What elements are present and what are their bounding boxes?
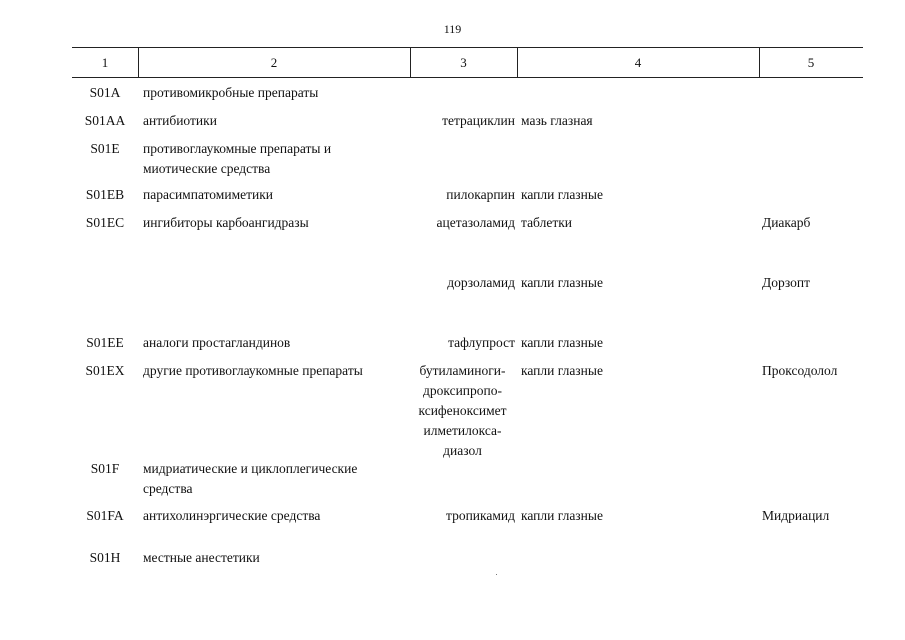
dosage-form: капли глазные	[521, 508, 603, 523]
atc-code: S01FA	[86, 508, 124, 523]
trade-name: Проксодолол	[762, 363, 838, 378]
inn-line: ксифеноксимет	[418, 403, 507, 418]
dosage-form: капли глазные	[521, 187, 603, 202]
column-header-5: 5	[807, 55, 815, 70]
inn-line: илметилокса-	[423, 423, 502, 438]
inn-name: тафлупрост	[448, 335, 515, 350]
inn-name: тетрациклин	[442, 113, 515, 128]
dosage-form: капли глазные	[521, 275, 603, 290]
inn-line: бутиламиноги-	[419, 363, 506, 378]
dosage-form: капли глазные	[521, 363, 603, 378]
group-name: другие противоглаукомные препараты	[143, 363, 363, 378]
atc-code: S01EC	[85, 215, 125, 230]
atc-code: S01H	[89, 550, 121, 565]
atc-code: S01AA	[84, 113, 126, 128]
column-header-2: 2	[270, 55, 278, 70]
inn-name: тропикамид	[446, 508, 515, 523]
atc-code: S01EE	[86, 335, 124, 350]
atc-code: S01EX	[85, 363, 125, 378]
header-bottom-rule	[72, 77, 863, 78]
group-name: антихолинэргические средства	[143, 508, 321, 523]
inn-line: дроксипропо-	[422, 383, 502, 398]
dosage-form: таблетки	[521, 215, 573, 230]
header-top-rule	[72, 47, 863, 48]
inn-name: ацетазоламид	[436, 215, 515, 230]
atc-code: S01EB	[85, 187, 125, 202]
group-name: антибиотики	[143, 113, 217, 128]
column-header-4: 4	[634, 55, 642, 70]
inn-name: пилокарпин	[446, 187, 515, 202]
group-name: ингибиторы карбоангидразы	[143, 215, 309, 230]
atc-code: S01F	[90, 461, 120, 476]
group-name: местные анестетики	[143, 550, 260, 565]
atc-code: S01E	[90, 141, 120, 156]
trade-name: Мидриацил	[762, 508, 830, 523]
inn-name-multiline	[410, 361, 515, 461]
group-name: противомикробные препараты	[143, 85, 319, 100]
trade-name: Дорзопт	[762, 275, 811, 290]
column-header-1: 1	[101, 55, 109, 70]
scan-speck	[496, 574, 497, 575]
trade-name: Диакарб	[762, 215, 811, 230]
group-name: противоглаукомные препараты и миотические средства	[143, 141, 332, 176]
inn-line: диазол	[443, 443, 482, 458]
inn-name: дорзоламид	[447, 275, 515, 290]
group-name: парасимпатомиметики	[143, 187, 274, 202]
dosage-form: мазь глазная	[521, 113, 593, 128]
group-name: аналоги простагландинов	[143, 335, 291, 350]
group-name: мидриатические и циклоплегические средства	[143, 461, 358, 496]
atc-code: S01A	[89, 85, 121, 100]
column-header-3: 3	[460, 55, 467, 70]
dosage-form: капли глазные	[521, 335, 603, 350]
page-number: 119	[443, 22, 462, 36]
